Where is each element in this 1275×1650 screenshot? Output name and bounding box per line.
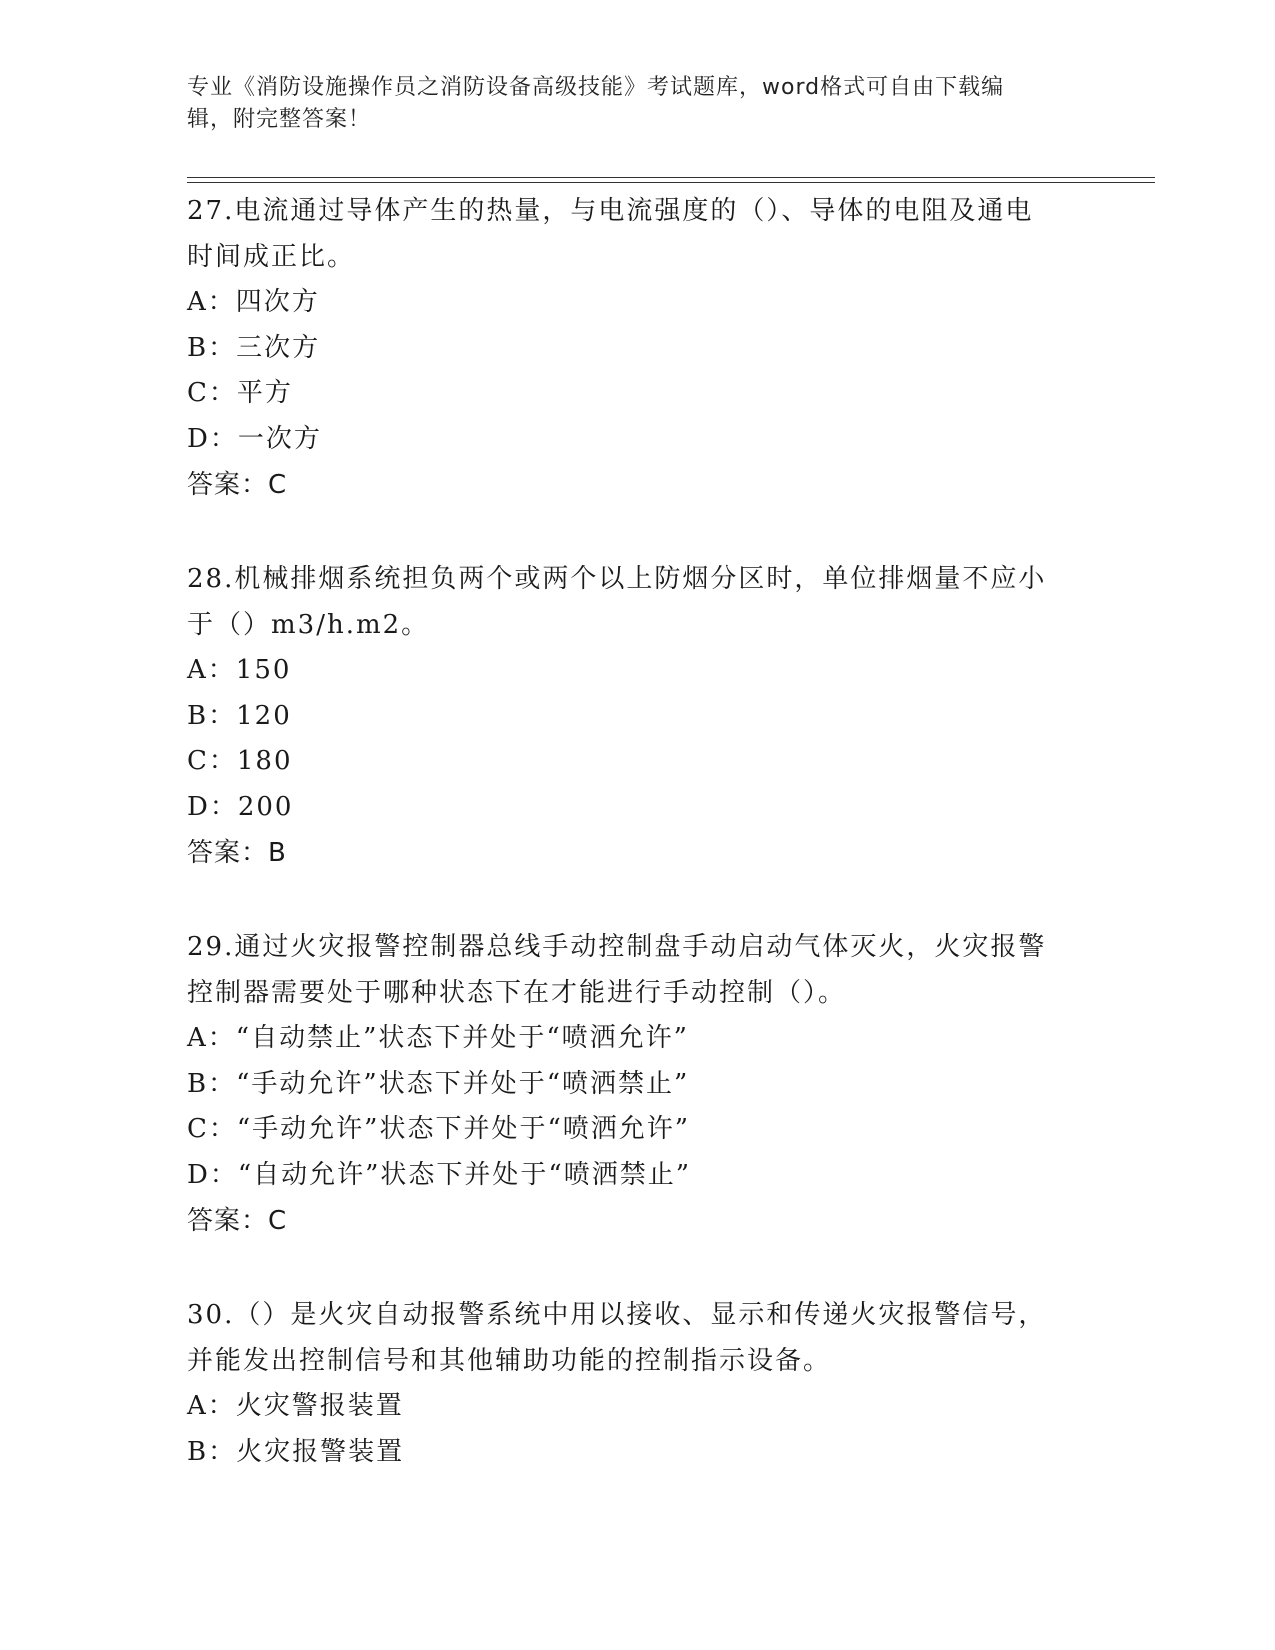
option-b: B：“手动允许”状态下并处于“喷洒禁止” [187,1068,690,1099]
answer-label: 答案：C [187,470,288,500]
option-a: A：150 [187,655,292,685]
question-text: 29.通过火灾报警控制器总线手动控制盘手动启动气体灭火，火灾报警 [187,932,1047,962]
question-text: 28.机械排烟系统担负两个或两个以上防烟分区时，单位排烟量不应小 [187,564,1047,594]
question-27 [187,188,1087,508]
question-text: 30.（）是火灾自动报警系统中用以接收、显示和传递火灾报警信号， [187,1300,1047,1330]
question-text: 于（）m3/h.m2。 [187,610,430,640]
option-a: A：四次方 [187,287,320,317]
answer-label: 答案：B [187,838,287,868]
option-d: D：“自动允许”状态下并处于“喷洒禁止” [187,1159,692,1190]
header-line-2: 辑，附完整答案！ [187,107,372,132]
question-text: 27.电流通过导体产生的热量，与电流强度的（）、导体的电阻及通电 [187,196,1034,226]
question-text: 时间成正比。 [187,242,356,272]
option-a: A：“自动禁止”状态下并处于“喷洒允许” [187,1023,689,1053]
option-b: B：火灾报警装置 [187,1436,405,1467]
option-d: D：200 [187,791,294,822]
option-c: C：平方 [187,378,293,408]
question-text: 并能发出控制信号和其他辅助功能的控制指示设备。 [187,1346,832,1376]
question-text: 控制器需要处于哪种状态下在才能进行手动控制（）。 [187,978,847,1008]
question-28 [187,556,1087,876]
header-divider-top [187,177,1155,178]
option-b: B：120 [187,700,292,731]
option-a: A：火灾警报装置 [187,1391,404,1421]
question-29 [187,924,1087,1244]
option-c: C：“手动允许”状态下并处于“喷洒允许” [187,1114,691,1144]
header-line-1: 专业《消防设施操作员之消防设备高级技能》考试题库，word格式可自由下载编 [187,75,1005,100]
question-30 [187,1292,1087,1475]
answer-label: 答案：C [187,1206,288,1236]
question-list [187,188,1087,1523]
option-d: D：一次方 [187,423,322,454]
option-c: C：180 [187,746,293,776]
header-divider-bottom [187,182,1155,183]
option-b: B：三次方 [187,332,321,363]
document-header [187,72,1067,136]
